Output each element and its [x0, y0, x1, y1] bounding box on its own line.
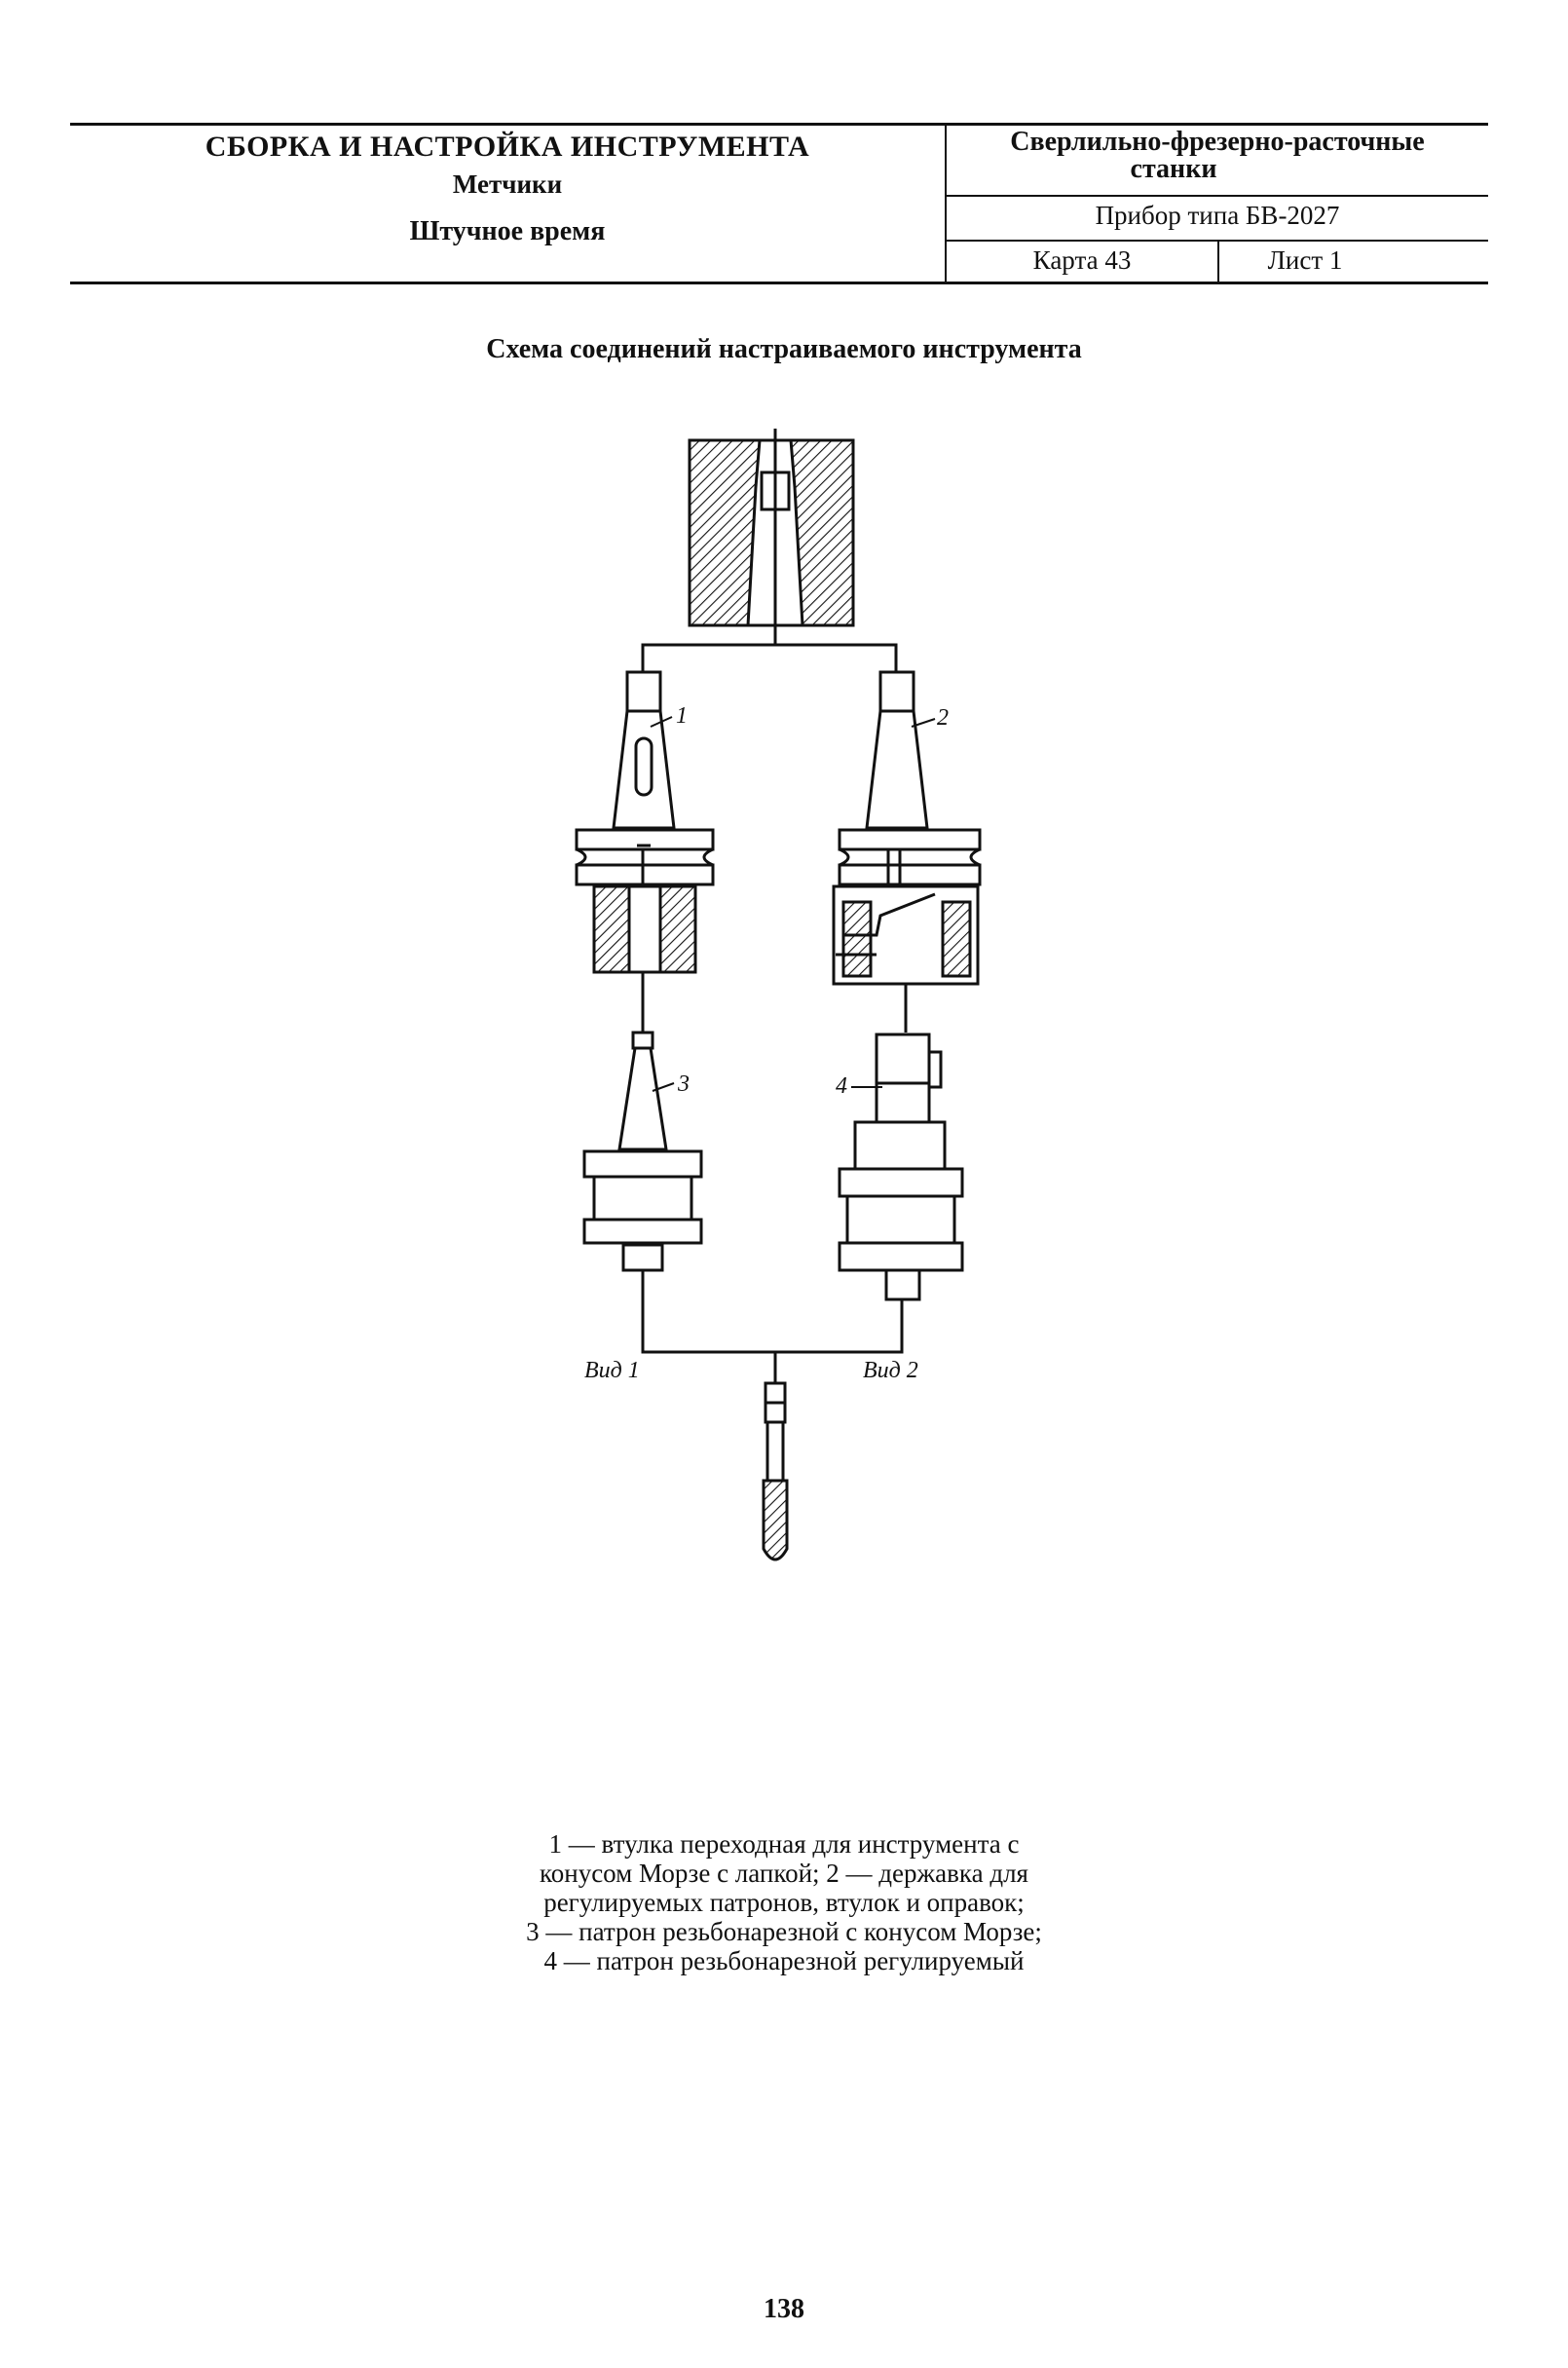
sheet-number: Лист 1 — [1267, 245, 1343, 275]
header-block — [70, 123, 1488, 284]
view-2-label: Вид 2 — [863, 1358, 918, 1383]
callout-2: 2 — [937, 705, 949, 731]
callout-4: 4 — [836, 1073, 847, 1099]
legend-line-5: 4 — патрон резьбонарезной регулируемый — [543, 1946, 1025, 1975]
tool-connection-diagram — [545, 429, 1013, 1578]
scheme-title: Схема соединений настраиваемого инструмента — [486, 334, 1082, 364]
time-label: Штучное время — [409, 216, 606, 246]
callout-3: 3 — [678, 1071, 690, 1097]
machine-type — [947, 129, 1488, 183]
card-number: Карта 43 — [1032, 245, 1132, 275]
legend-line-3: регулируемых патронов, втулок и оправок; — [543, 1888, 1025, 1917]
document-title: СБОРКА И НАСТРОЙКА ИНСТРУМЕНТА — [205, 131, 810, 163]
holder-2 — [834, 672, 980, 984]
legend — [370, 1829, 1198, 1975]
legend-line-4: 3 — патрон резьбонарезной с конусом Морзе; — [526, 1917, 1042, 1946]
tap-chuck-4 — [840, 1034, 962, 1334]
header-left — [70, 123, 945, 284]
view-1-label: Вид 1 — [584, 1358, 640, 1383]
header-right — [947, 123, 1488, 284]
machine-type-line2: станки — [1130, 154, 1217, 184]
adapter-sleeve-1 — [577, 672, 713, 972]
legend-line-1: 1 — втулка переходная для инструмента с — [548, 1829, 1020, 1859]
document-subtitle: Метчики — [452, 169, 563, 199]
legend-line-2: конусом Морзе с лапкой; 2 — державка для — [540, 1859, 1028, 1888]
machine-type-line1: Сверлильно-фрезерно-расточные — [1010, 127, 1425, 157]
device-name: Прибор типа БВ-2027 — [1095, 201, 1340, 230]
callout-1: 1 — [676, 703, 688, 729]
header-rule-1 — [947, 195, 1488, 197]
tap-tool — [764, 1383, 787, 1560]
page-number: 138 — [764, 2294, 804, 2324]
spindle-block — [690, 429, 853, 643]
